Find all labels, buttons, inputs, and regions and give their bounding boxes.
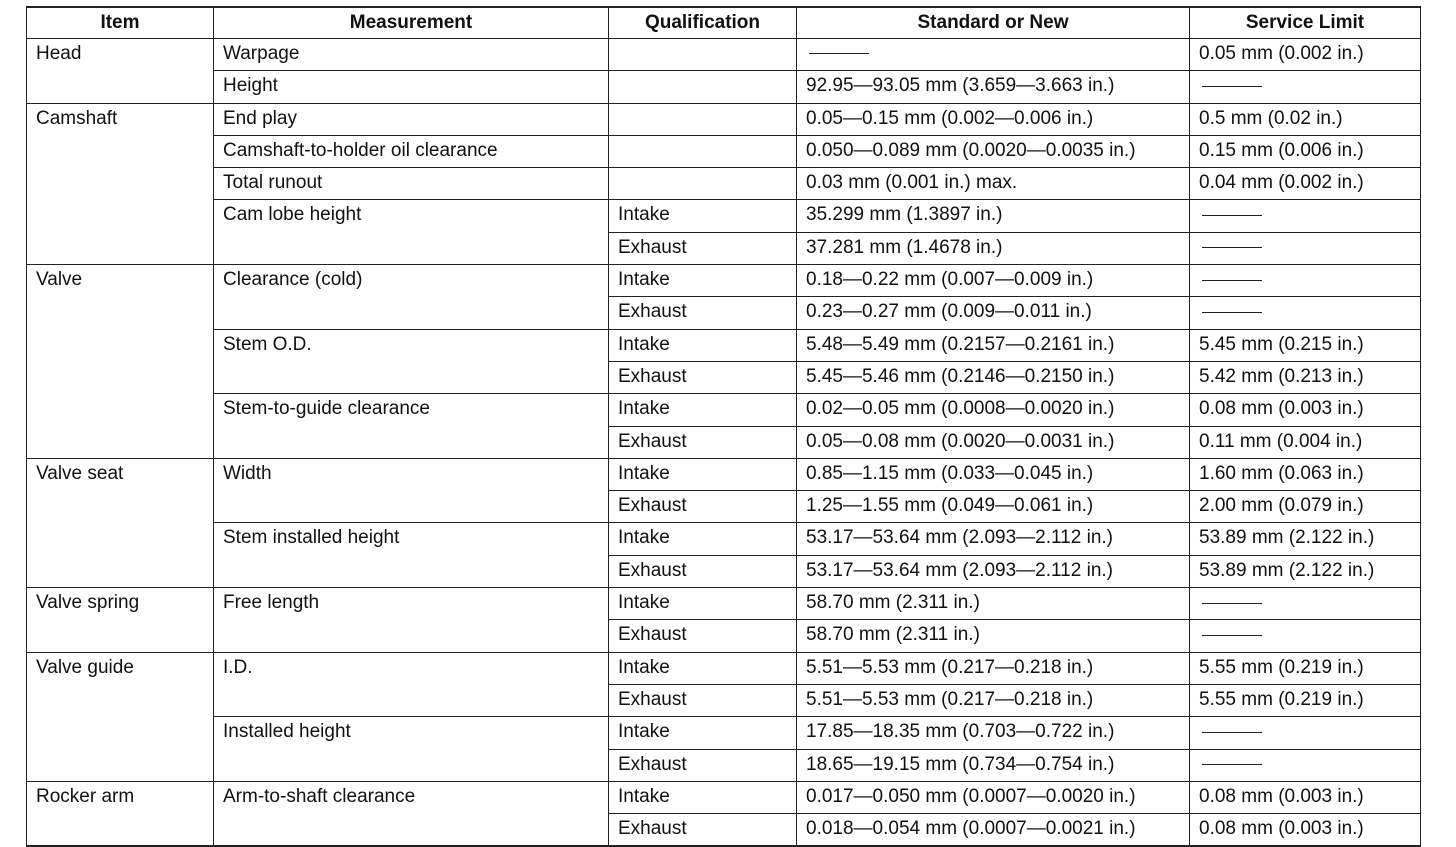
cell-qualification: Exhaust [609, 555, 797, 587]
cell-measurement: Arm-to-shaft clearance [214, 781, 609, 813]
cell-service-limit [1190, 232, 1421, 264]
cell-item: Valve guide [27, 652, 214, 684]
cell-measurement [214, 684, 609, 716]
cell-qualification: Exhaust [609, 814, 797, 847]
table-row [27, 39, 1421, 71]
cell-service-limit: 5.55 mm (0.219 in.) [1190, 652, 1421, 684]
cell-measurement: Stem-to-guide clearance [214, 394, 609, 426]
table-row [27, 620, 1421, 652]
cell-standard: 5.48—5.49 mm (0.2157—0.2161 in.) [797, 329, 1190, 361]
cell-qualification: Intake [609, 265, 797, 297]
dash-mark [1202, 280, 1262, 281]
cell-standard: 5.45—5.46 mm (0.2146—0.2150 in.) [797, 361, 1190, 393]
table-row [27, 555, 1421, 587]
cell-qualification: Exhaust [609, 620, 797, 652]
cell-item [27, 620, 214, 652]
cell-standard: 0.018—0.054 mm (0.0007—0.0021 in.) [797, 814, 1190, 847]
dash-mark [809, 53, 869, 54]
spec-table [26, 6, 1421, 847]
cell-item: Camshaft [27, 103, 214, 135]
cell-item [27, 135, 214, 167]
cell-qualification: Intake [609, 200, 797, 232]
cell-measurement [214, 232, 609, 264]
cell-measurement: Width [214, 458, 609, 490]
dash-mark [1202, 86, 1262, 87]
cell-standard [797, 39, 1190, 71]
cell-service-limit: 53.89 mm (2.122 in.) [1190, 555, 1421, 587]
cell-qualification [609, 39, 797, 71]
cell-service-limit: 5.55 mm (0.219 in.) [1190, 684, 1421, 716]
cell-service-limit [1190, 71, 1421, 103]
table-row [27, 491, 1421, 523]
cell-qualification: Exhaust [609, 232, 797, 264]
cell-service-limit: 53.89 mm (2.122 in.) [1190, 523, 1421, 555]
cell-qualification [609, 168, 797, 200]
cell-item [27, 749, 214, 781]
cell-standard: 18.65—19.15 mm (0.734—0.754 in.) [797, 749, 1190, 781]
cell-service-limit: 5.45 mm (0.215 in.) [1190, 329, 1421, 361]
header-item: Item [27, 7, 214, 39]
cell-measurement [214, 361, 609, 393]
cell-service-limit: 0.11 mm (0.004 in.) [1190, 426, 1421, 458]
cell-measurement: Height [214, 71, 609, 103]
cell-qualification [609, 135, 797, 167]
dash-mark [1202, 312, 1262, 313]
table-row [27, 781, 1421, 813]
dash-mark [1202, 215, 1262, 216]
cell-service-limit [1190, 265, 1421, 297]
cell-item: Valve [27, 265, 214, 297]
table-row [27, 684, 1421, 716]
cell-measurement [214, 620, 609, 652]
cell-service-limit [1190, 200, 1421, 232]
cell-qualification: Intake [609, 588, 797, 620]
cell-item: Head [27, 39, 214, 71]
dash-mark [1202, 247, 1262, 248]
cell-measurement: Free length [214, 588, 609, 620]
cell-service-limit: 0.05 mm (0.002 in.) [1190, 39, 1421, 71]
table-row [27, 361, 1421, 393]
cell-service-limit: 0.15 mm (0.006 in.) [1190, 135, 1421, 167]
cell-service-limit: 0.08 mm (0.003 in.) [1190, 394, 1421, 426]
cell-standard: 0.85—1.15 mm (0.033—0.045 in.) [797, 458, 1190, 490]
cell-service-limit [1190, 717, 1421, 749]
table-row [27, 232, 1421, 264]
cell-measurement [214, 297, 609, 329]
table-row [27, 103, 1421, 135]
cell-standard: 5.51—5.53 mm (0.217—0.218 in.) [797, 652, 1190, 684]
cell-item: Valve spring [27, 588, 214, 620]
cell-item [27, 426, 214, 458]
cell-standard: 92.95—93.05 mm (3.659—3.663 in.) [797, 71, 1190, 103]
cell-standard: 1.25—1.55 mm (0.049—0.061 in.) [797, 491, 1190, 523]
table-row [27, 200, 1421, 232]
cell-standard: 0.03 mm (0.001 in.) max. [797, 168, 1190, 200]
table-row [27, 394, 1421, 426]
spec-body [27, 39, 1421, 847]
cell-item [27, 168, 214, 200]
cell-item [27, 329, 214, 361]
cell-standard: 35.299 mm (1.3897 in.) [797, 200, 1190, 232]
cell-item [27, 684, 214, 716]
cell-measurement [214, 426, 609, 458]
cell-qualification: Exhaust [609, 426, 797, 458]
cell-item [27, 297, 214, 329]
header-standard: Standard or New [797, 7, 1190, 39]
cell-measurement: End play [214, 103, 609, 135]
table-row [27, 71, 1421, 103]
cell-service-limit [1190, 620, 1421, 652]
cell-measurement: Installed height [214, 717, 609, 749]
cell-measurement [214, 814, 609, 847]
cell-qualification: Intake [609, 394, 797, 426]
cell-item [27, 394, 214, 426]
cell-service-limit: 0.04 mm (0.002 in.) [1190, 168, 1421, 200]
cell-standard: 53.17—53.64 mm (2.093—2.112 in.) [797, 555, 1190, 587]
cell-item [27, 814, 214, 847]
table-row [27, 749, 1421, 781]
cell-measurement: Stem installed height [214, 523, 609, 555]
cell-service-limit [1190, 749, 1421, 781]
dash-mark [1202, 635, 1262, 636]
cell-service-limit: 0.08 mm (0.003 in.) [1190, 781, 1421, 813]
table-row [27, 588, 1421, 620]
cell-qualification [609, 71, 797, 103]
dash-mark [1202, 764, 1262, 765]
cell-item [27, 361, 214, 393]
cell-measurement: Warpage [214, 39, 609, 71]
cell-qualification: Exhaust [609, 361, 797, 393]
cell-qualification: Exhaust [609, 297, 797, 329]
cell-standard: 58.70 mm (2.311 in.) [797, 588, 1190, 620]
cell-measurement [214, 555, 609, 587]
header-service-limit: Service Limit [1190, 7, 1421, 39]
cell-standard: 0.18—0.22 mm (0.007—0.009 in.) [797, 265, 1190, 297]
cell-qualification: Exhaust [609, 491, 797, 523]
table-row [27, 814, 1421, 847]
cell-measurement: Cam lobe height [214, 200, 609, 232]
cell-qualification: Intake [609, 523, 797, 555]
cell-service-limit: 5.42 mm (0.213 in.) [1190, 361, 1421, 393]
cell-qualification: Intake [609, 329, 797, 361]
cell-standard: 58.70 mm (2.311 in.) [797, 620, 1190, 652]
cell-standard: 0.050—0.089 mm (0.0020—0.0035 in.) [797, 135, 1190, 167]
cell-measurement: Total runout [214, 168, 609, 200]
table-row [27, 265, 1421, 297]
cell-measurement: I.D. [214, 652, 609, 684]
cell-qualification: Intake [609, 652, 797, 684]
cell-measurement [214, 491, 609, 523]
cell-service-limit: 0.08 mm (0.003 in.) [1190, 814, 1421, 847]
cell-qualification: Exhaust [609, 684, 797, 716]
cell-standard: 0.05—0.15 mm (0.002—0.006 in.) [797, 103, 1190, 135]
cell-item [27, 71, 214, 103]
cell-item [27, 232, 214, 264]
cell-service-limit [1190, 588, 1421, 620]
cell-qualification [609, 103, 797, 135]
cell-item: Valve seat [27, 458, 214, 490]
cell-qualification: Intake [609, 458, 797, 490]
table-row [27, 135, 1421, 167]
cell-measurement: Stem O.D. [214, 329, 609, 361]
header-qualification: Qualification [609, 7, 797, 39]
table-row [27, 297, 1421, 329]
cell-item: Rocker arm [27, 781, 214, 813]
cell-service-limit [1190, 297, 1421, 329]
cell-qualification: Intake [609, 781, 797, 813]
cell-standard: 5.51—5.53 mm (0.217—0.218 in.) [797, 684, 1190, 716]
cell-standard: 17.85—18.35 mm (0.703—0.722 in.) [797, 717, 1190, 749]
table-row [27, 329, 1421, 361]
header-measurement: Measurement [214, 7, 609, 39]
cell-standard: 0.02—0.05 mm (0.0008—0.0020 in.) [797, 394, 1190, 426]
cell-standard: 0.05—0.08 mm (0.0020—0.0031 in.) [797, 426, 1190, 458]
cell-item [27, 200, 214, 232]
dash-mark [1202, 732, 1262, 733]
dash-mark [1202, 603, 1262, 604]
table-row [27, 652, 1421, 684]
cell-measurement: Camshaft-to-holder oil clearance [214, 135, 609, 167]
cell-service-limit: 2.00 mm (0.079 in.) [1190, 491, 1421, 523]
cell-item [27, 555, 214, 587]
cell-standard: 0.017—0.050 mm (0.0007—0.0020 in.) [797, 781, 1190, 813]
header-row [27, 7, 1421, 39]
cell-measurement [214, 749, 609, 781]
cell-item [27, 523, 214, 555]
cell-standard: 53.17—53.64 mm (2.093—2.112 in.) [797, 523, 1190, 555]
table-row [27, 523, 1421, 555]
cell-item [27, 717, 214, 749]
cell-measurement: Clearance (cold) [214, 265, 609, 297]
cell-qualification: Exhaust [609, 749, 797, 781]
table-row [27, 426, 1421, 458]
cell-item [27, 491, 214, 523]
table-row [27, 458, 1421, 490]
cell-service-limit: 0.5 mm (0.02 in.) [1190, 103, 1421, 135]
table-row [27, 717, 1421, 749]
cell-standard: 37.281 mm (1.4678 in.) [797, 232, 1190, 264]
cell-qualification: Intake [609, 717, 797, 749]
cell-standard: 0.23—0.27 mm (0.009—0.011 in.) [797, 297, 1190, 329]
cell-service-limit: 1.60 mm (0.063 in.) [1190, 458, 1421, 490]
table-row [27, 168, 1421, 200]
